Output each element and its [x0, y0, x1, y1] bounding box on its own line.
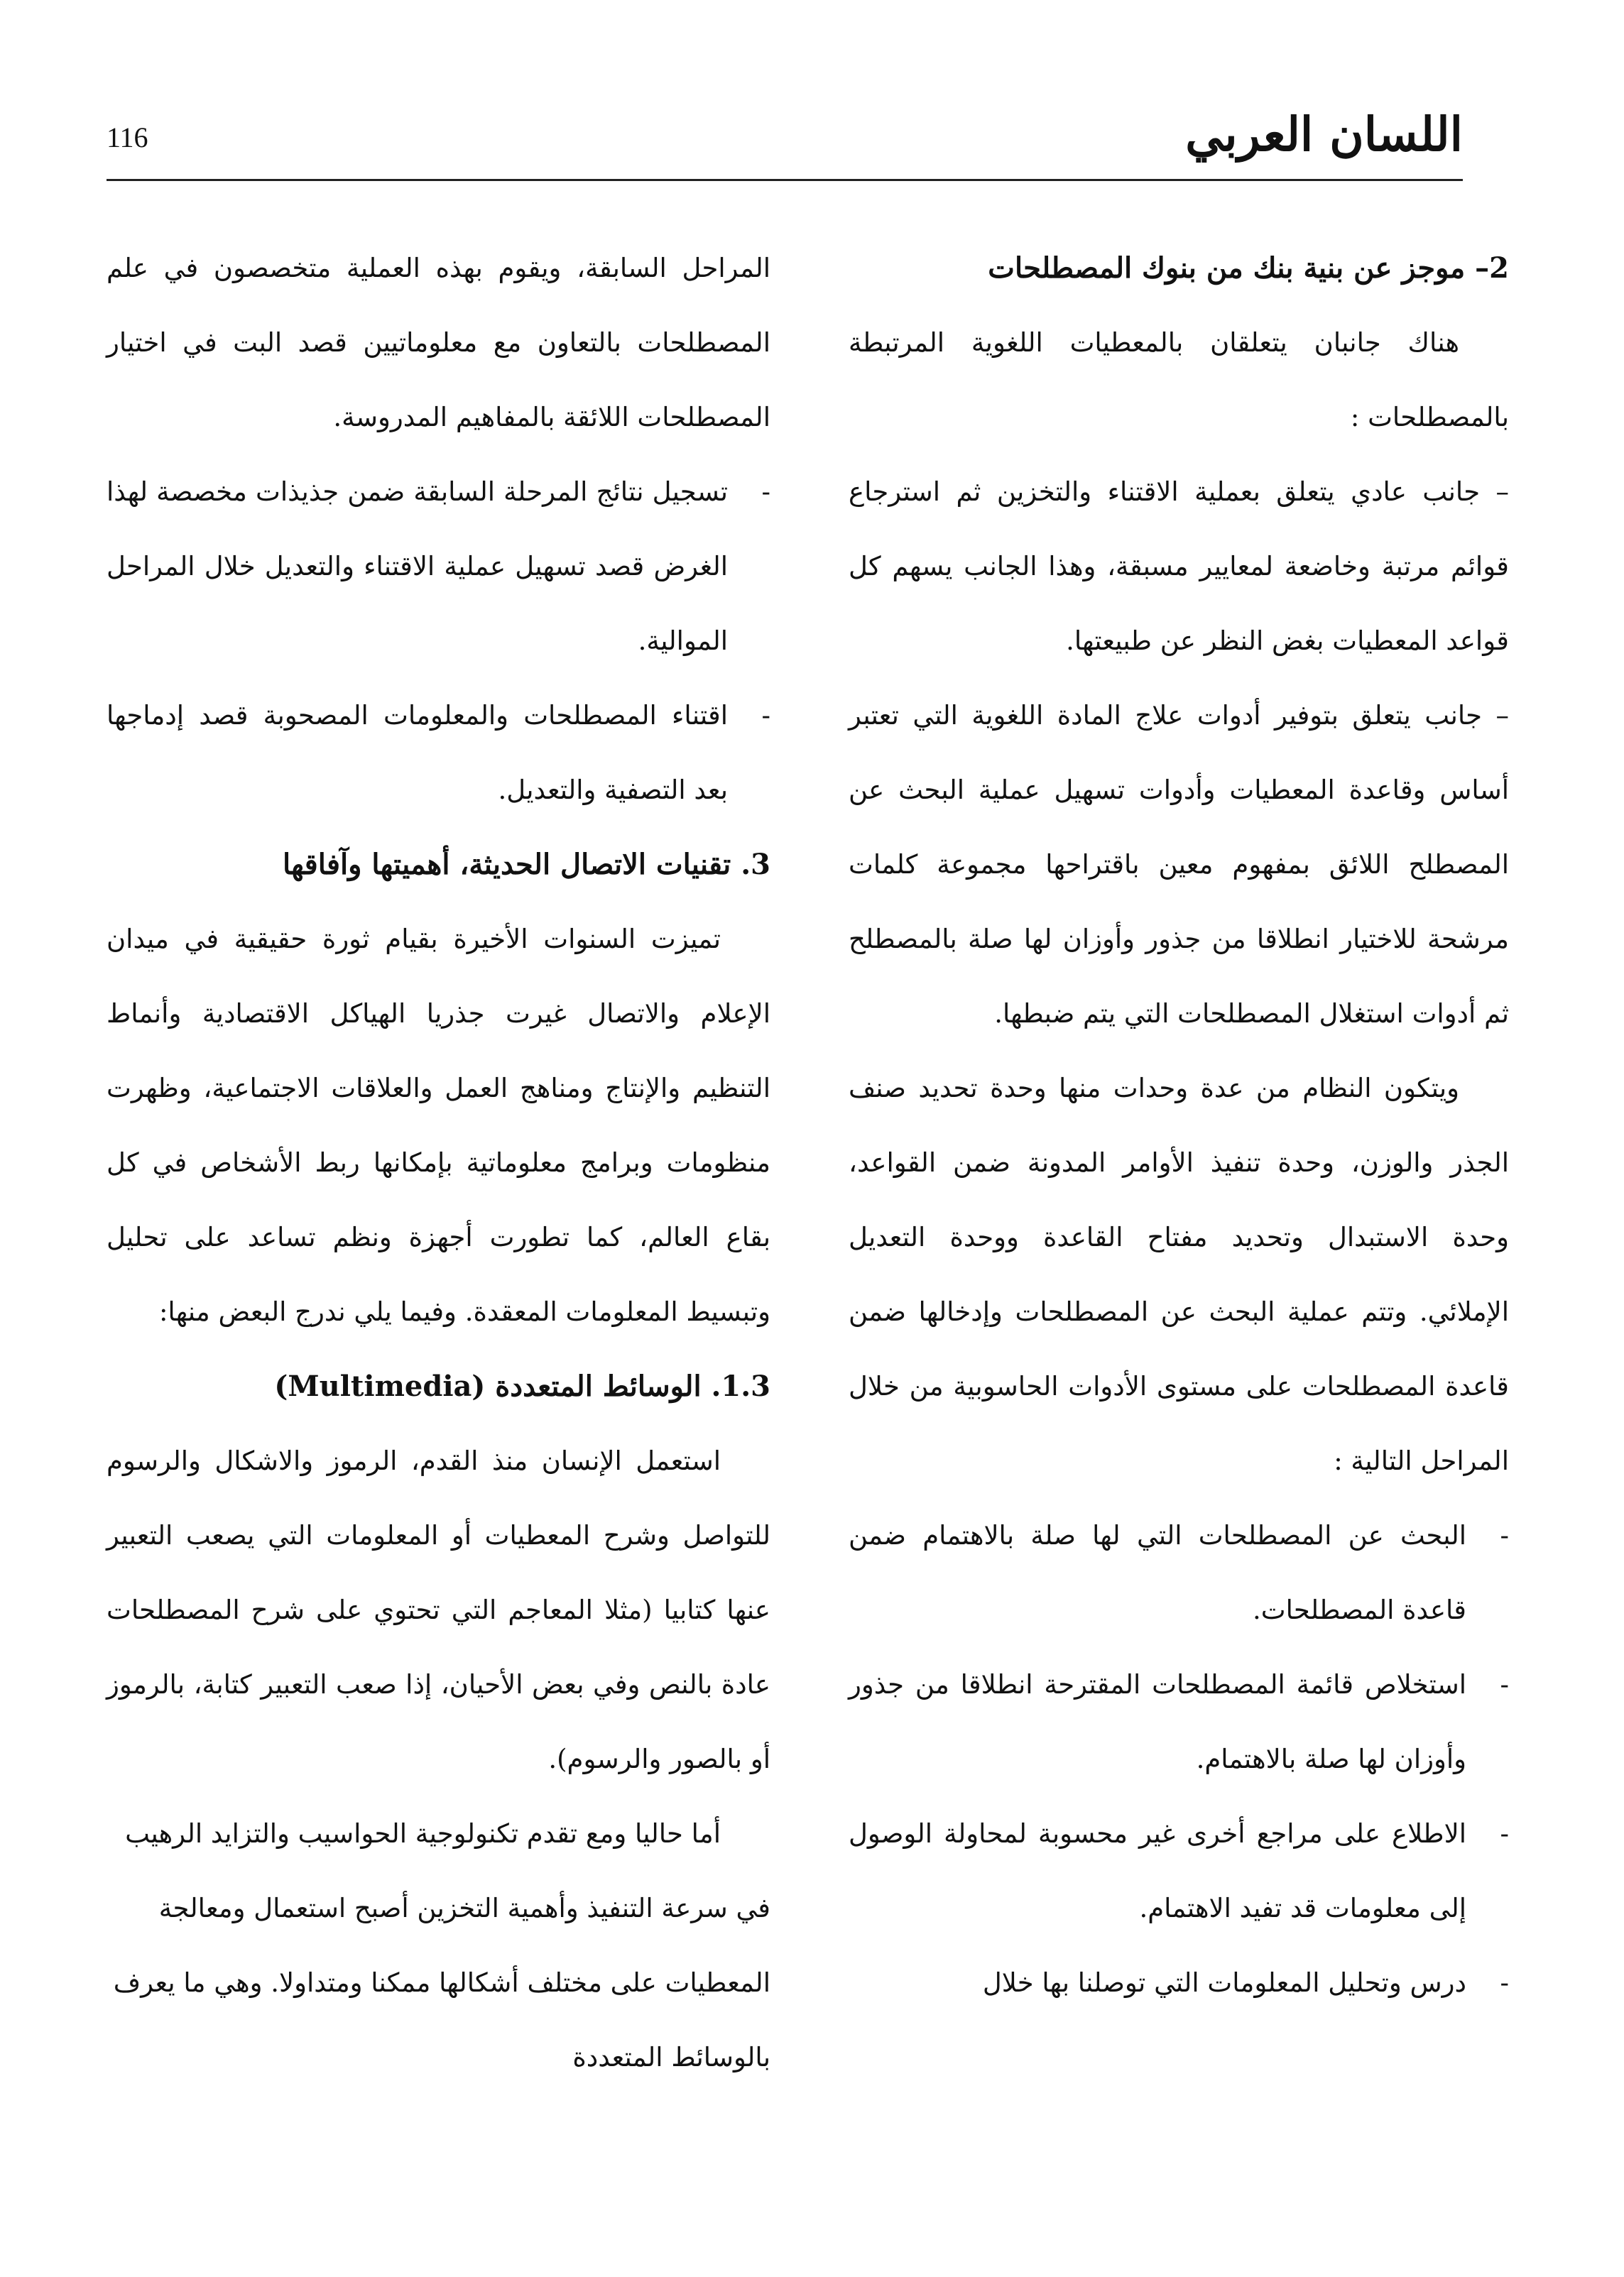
page-header — [107, 107, 1463, 178]
aspect-1-paragraph: – جانب عادي يتعلق بعملية الاقتناء والتخزين ثم استرجاع قوائم مرتبة وخاضعة لمعايير مسبقة، وهذا الجانب يسهم كل قواعد المعطيات بغض النظر عن طبيعتها. — [849, 476, 1509, 656]
step-1-text: البحث عن المصطلحات التي لها صلة بالاهتمام ضمن قاعدة المصطلحات. — [849, 1520, 1466, 1625]
section-3-1-heading — [107, 1349, 770, 1424]
section-3-1-title-ar: 1.3. الوسائط المتعددة — [495, 1370, 770, 1403]
step-list-item — [107, 678, 770, 827]
step-6-text: اقتناء المصطلحات والمعلومات المصحوبة قصد إدماجها بعد التصفية والتعديل. — [107, 700, 728, 805]
dash-bullet: - — [1500, 1669, 1509, 1700]
step-list-item — [849, 1498, 1509, 1647]
dash-bullet: - — [761, 476, 770, 507]
step-2-text: استخلاص قائمة المصطلحات المقترحة انطلاقا من جذور وأوزان لها صلة بالاهتمام. — [849, 1669, 1466, 1774]
header-divider — [107, 179, 1463, 181]
system-paragraph: ويتكون النظام من عدة وحدات منها وحدة تحديد صنف الجذر والوزن، وحدة تنفيذ الأوامر المدونة ضمن القواعد، وحدة الاستبدال وتحديد مفتاح القاعدة ووحدة التعديل الإملائي. وتتم عملية البحث عن المصطلحات وإدخالها ضمن قاعدة المصطلحات على مستوى الأدوات الحاسوبية من خلال المراحل التالية : — [849, 1073, 1509, 1476]
right-column — [849, 231, 1509, 2020]
section-3-heading: 3. تقنيات الاتصال الحديثة، أهميتها وآفاقها — [282, 848, 770, 881]
section-3-paragraph: تميزت السنوات الأخيرة بقيام ثورة حقيقية في ميدان الإعلام والاتصال غيرت جذريا الهياكل الاقتصادية وأنماط التنظيم والإنتاج ومناهج العمل والعلاقات الاجتماعية، وظهرت منظومات وبرامج معلوماتية بإمكانها ربط الأشخاص في كل بقاع العالم، كما تطورت أجهزة ونظم تساعد على تحليل وتبسيط المعلومات المعقدة. وفيما يلي ندرج البعض منها: — [107, 924, 770, 1327]
left-column — [107, 231, 770, 2095]
continuation-paragraph: المراحل السابقة، ويقوم بهذه العملية متخصصون في علم المصطلحات بالتعاون مع معلوماتيين قصد البت في اختيار المصطلحات اللائقة بالمفاهيم المدروسة. — [107, 253, 770, 432]
step-list-item — [107, 454, 770, 678]
page-number: 116 — [107, 121, 148, 153]
journal-title: اللسان العربي — [1185, 107, 1463, 162]
section-3-1-title-en: (Multimedia) — [274, 1370, 486, 1403]
step-4-text: درس وتحليل المعلومات التي توصلنا بها خلال — [982, 1967, 1466, 1998]
dash-bullet: - — [761, 700, 770, 731]
section-2-heading: 2– موجز عن بنية بنك من بنوك المصطلحات — [988, 251, 1509, 285]
aspect-2-paragraph: – جانب يتعلق بتوفير أدوات علاج المادة اللغوية التي تعتبر أساس وقاعدة المعطيات وأدوات تسهيل عملية البحث عن المصطلح اللائق بمفهوم معين باقتراحها مجموعة كلمات مرشحة للاختيار انطلاقا من جذور وأوزان لها صلة بالمصطلح ثم أدوات استغلال المصطلحات التي يتم ضبطها. — [849, 700, 1509, 1029]
step-list-item — [849, 1647, 1509, 1796]
intro-paragraph: هناك جانبان يتعلقان بالمعطيات اللغوية المرتبطة بالمصطلحات : — [849, 327, 1509, 432]
step-list-item — [849, 1945, 1509, 2020]
dash-bullet: - — [1500, 1818, 1509, 1849]
step-5-text: تسجيل نتائج المرحلة السابقة ضمن جذيذات مخصصة لهذا الغرض قصد تسهيل عملية الاقتناء والتعديل خلال المراحل الموالية. — [107, 476, 728, 656]
dash-bullet: - — [1500, 1967, 1509, 1998]
step-list-item — [849, 1796, 1509, 1945]
section-3-1-paragraph-2: أما حاليا ومع تقدم تكنولوجية الحواسيب والتزايد الرهيب في سرعة التنفيذ وأهمية التخزين أصبح استعمال ومعالجة المعطيات على مختلف أشكالها ممكنا ومتداولا. وهي ما يعرف بالوسائط المتعددة — [113, 1818, 770, 2073]
step-3-text: الاطلاع على مراجع أخرى غير محسوبة لمحاولة الوصول إلى معلومات قد تفيد الاهتمام. — [849, 1818, 1466, 1923]
dash-bullet: - — [1500, 1520, 1509, 1551]
section-3-1-paragraph: استعمل الإنسان منذ القدم، الرموز والاشكال والرسوم للتواصل وشرح المعطيات أو المعلومات التي يصعب التعبير عنها كتابيا (مثلا المعاجم التي تحتوي على شرح المصطلحات عادة بالنص وفي بعض الأحيان، إذا صعب التعبير كتابة، بالرموز أو بالصور والرسوم). — [107, 1446, 770, 1774]
